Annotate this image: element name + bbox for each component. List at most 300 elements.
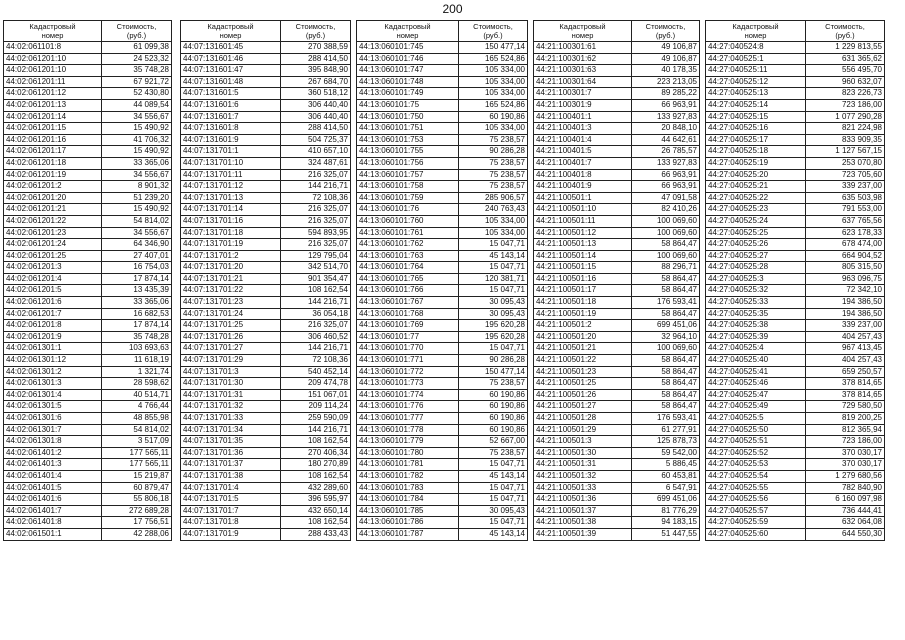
header-cost-line: (руб.) <box>126 31 147 40</box>
table-row <box>181 111 351 123</box>
cadastral-number: 44:27:040525:18 <box>706 146 806 158</box>
cadastral-number: 44:13:060101:782 <box>357 470 459 482</box>
cost-value: 75 238,57 <box>459 169 528 181</box>
cost-value: 58 864,47 <box>632 366 700 378</box>
cadastral-number: 44:07:131701:5 <box>181 494 281 506</box>
cost-value: 8 901,32 <box>102 181 172 193</box>
cost-value: 45 143,14 <box>459 528 528 540</box>
table-row <box>4 42 172 54</box>
table-row <box>706 320 885 332</box>
cadastral-number: 44:27:040525:59 <box>706 517 806 529</box>
cost-value: 15 047,71 <box>459 517 528 529</box>
table-row <box>181 413 351 425</box>
table-row <box>534 436 700 448</box>
cadastral-number: 44:13:060101:751 <box>357 123 459 135</box>
cadastral-number: 44:07:131701:26 <box>181 331 281 343</box>
cost-value: 150 477,14 <box>459 366 528 378</box>
cadastral-number: 44:21:100501:33 <box>534 482 632 494</box>
cost-value: 378 814,65 <box>806 378 885 390</box>
cost-value: 45 143,14 <box>459 250 528 262</box>
cost-value: 61 277,91 <box>632 424 700 436</box>
table-row <box>706 99 885 111</box>
table-row <box>357 413 528 425</box>
table-row <box>357 505 528 517</box>
header-cadastral-number-line: номер <box>571 31 594 40</box>
cost-value: 49 106,87 <box>632 53 700 65</box>
table-row <box>706 494 885 506</box>
cost-value: 60 190,86 <box>459 401 528 413</box>
table-row <box>534 320 700 332</box>
table-row <box>4 204 172 216</box>
cost-value: 61 099,38 <box>102 42 172 54</box>
cadastral-number: 44:13:060101:764 <box>357 262 459 274</box>
cadastral-number: 44:21:100501:20 <box>534 331 632 343</box>
table-row <box>706 76 885 88</box>
cadastral-number: 44:07:131701:23 <box>181 297 281 309</box>
cost-value: 216 325,07 <box>281 215 351 227</box>
cadastral-number: 44:07:131601:7 <box>181 111 281 123</box>
table-row <box>4 297 172 309</box>
table-row <box>534 343 700 355</box>
cost-value: 195 620,28 <box>459 320 528 332</box>
cost-value: 20 848,10 <box>632 123 700 135</box>
cadastral-number: 44:13:060101:77 <box>357 331 459 343</box>
cadastral-number: 44:02:061201:19 <box>4 169 102 181</box>
table-row <box>706 227 885 239</box>
cadastral-number: 44:13:060101:771 <box>357 355 459 367</box>
cadastral-number: 44:13:060101:779 <box>357 436 459 448</box>
table-row <box>4 262 172 274</box>
table-row <box>357 181 528 193</box>
table-row <box>357 169 528 181</box>
table-row <box>4 482 172 494</box>
cadastral-number: 44:07:131601:48 <box>181 76 281 88</box>
cost-value: 105 334,00 <box>459 215 528 227</box>
table-row <box>534 355 700 367</box>
table-row <box>534 494 700 506</box>
table-row <box>357 459 528 471</box>
cadastral-number: 44:02:061301:8 <box>4 436 102 448</box>
header-row <box>357 21 528 42</box>
cost-value: 133 927,83 <box>632 157 700 169</box>
table-row <box>181 123 351 135</box>
cost-value: 782 840,90 <box>806 482 885 494</box>
table-row <box>181 273 351 285</box>
cost-value: 901 354,47 <box>281 273 351 285</box>
cadastral-number: 44:02:061301:5 <box>4 401 102 413</box>
cadastral-number: 44:02:061201:20 <box>4 192 102 204</box>
cost-value: 150 477,14 <box>459 42 528 54</box>
table-row <box>181 53 351 65</box>
cadastral-number: 44:21:100501:14 <box>534 250 632 262</box>
cost-value: 209 474,78 <box>281 378 351 390</box>
cost-value: 270 388,59 <box>281 42 351 54</box>
table-row <box>4 424 172 436</box>
table-row <box>181 355 351 367</box>
cost-value: 664 904,52 <box>806 250 885 262</box>
cadastral-table-5 <box>705 20 885 541</box>
table-row <box>706 111 885 123</box>
cadastral-number: 44:21:100501:10 <box>534 204 632 216</box>
cadastral-number: 44:02:061201:23 <box>4 227 102 239</box>
cost-value: 75 238,57 <box>459 447 528 459</box>
cadastral-number: 44:13:060101:769 <box>357 320 459 332</box>
table-row <box>357 378 528 390</box>
cost-value: 100 069,60 <box>632 215 700 227</box>
cadastral-number: 44:02:061201:10 <box>4 65 102 77</box>
cadastral-number: 44:21:100501:22 <box>534 355 632 367</box>
cadastral-number: 44:13:060101:746 <box>357 53 459 65</box>
cost-value: 58 864,47 <box>632 378 700 390</box>
cadastral-number: 44:07:131701:31 <box>181 389 281 401</box>
cost-value: 791 553,00 <box>806 204 885 216</box>
cost-value: 45 143,14 <box>459 470 528 482</box>
cost-value: 963 096,75 <box>806 273 885 285</box>
table-row <box>181 99 351 111</box>
cost-value: 395 848,90 <box>281 65 351 77</box>
cost-value: 105 334,00 <box>459 65 528 77</box>
table-row <box>181 262 351 274</box>
cadastral-number: 44:07:131701:29 <box>181 355 281 367</box>
cadastral-number: 44:13:060101:76 <box>357 204 459 216</box>
cadastral-number: 44:21:100401:9 <box>534 181 632 193</box>
cost-value: 177 565,11 <box>102 459 172 471</box>
cost-value: 288 414,50 <box>281 123 351 135</box>
table-row <box>4 215 172 227</box>
cost-value: 54 814,02 <box>102 424 172 436</box>
table-row <box>4 378 172 390</box>
header-cost-line: Стоимость, <box>825 22 865 31</box>
cost-value: 699 451,06 <box>632 320 700 332</box>
table-row <box>357 42 528 54</box>
cost-value: 15 047,71 <box>459 343 528 355</box>
cadastral-number: 44:21:100501:32 <box>534 470 632 482</box>
cost-value: 90 286,28 <box>459 355 528 367</box>
cadastral-number: 44:27:040525:56 <box>706 494 806 506</box>
table-row <box>534 297 700 309</box>
cadastral-number: 44:21:100501:23 <box>534 366 632 378</box>
header-cadastral-number <box>534 21 632 42</box>
cost-value: 58 864,47 <box>632 355 700 367</box>
table-row <box>357 285 528 297</box>
cadastral-number: 44:21:100501:21 <box>534 343 632 355</box>
cost-value: 432 289,60 <box>281 482 351 494</box>
table-row <box>181 181 351 193</box>
cadastral-number: 44:13:060101:745 <box>357 42 459 54</box>
table-row <box>4 157 172 169</box>
cost-value: 36 054,18 <box>281 308 351 320</box>
table-row <box>534 65 700 77</box>
cadastral-number: 44:27:040525:23 <box>706 204 806 216</box>
table-row <box>534 470 700 482</box>
cost-value: 1 229 813,55 <box>806 42 885 54</box>
cost-value: 120 381,71 <box>459 273 528 285</box>
cadastral-number: 44:02:061201:5 <box>4 285 102 297</box>
cadastral-number: 44:27:040525:5 <box>706 413 806 425</box>
cost-value: 58 864,47 <box>632 239 700 251</box>
table-row <box>181 505 351 517</box>
table-row <box>357 239 528 251</box>
table-row <box>181 517 351 529</box>
cadastral-number: 44:02:061401:4 <box>4 470 102 482</box>
cost-value: 165 524,86 <box>459 53 528 65</box>
cadastral-number: 44:07:131601:46 <box>181 53 281 65</box>
cadastral-number: 44:21:100401:3 <box>534 123 632 135</box>
table-row <box>181 436 351 448</box>
cost-value: 540 452,14 <box>281 366 351 378</box>
cadastral-number: 44:02:061201:16 <box>4 134 102 146</box>
cost-value: 47 091,58 <box>632 192 700 204</box>
cost-value: 15 490,92 <box>102 123 172 135</box>
cost-value: 16 682,53 <box>102 308 172 320</box>
cadastral-number: 44:27:040525:13 <box>706 88 806 100</box>
table-row <box>706 517 885 529</box>
cost-value: 151 067,01 <box>281 389 351 401</box>
cost-value: 27 407,01 <box>102 250 172 262</box>
cost-value: 723 186,00 <box>806 99 885 111</box>
table-row <box>181 343 351 355</box>
cost-value: 75 238,57 <box>459 157 528 169</box>
table-row <box>357 53 528 65</box>
cost-value: 67 921,72 <box>102 76 172 88</box>
cadastral-number: 44:21:100501:13 <box>534 239 632 251</box>
cadastral-number: 44:27:040525:41 <box>706 366 806 378</box>
cadastral-number: 44:27:040524:8 <box>706 42 806 54</box>
table-row <box>706 459 885 471</box>
cadastral-number: 44:02:061201:7 <box>4 308 102 320</box>
table-row <box>706 366 885 378</box>
cadastral-number: 44:02:061201:18 <box>4 157 102 169</box>
table-row <box>357 273 528 285</box>
table-row <box>706 169 885 181</box>
cost-value: 105 334,00 <box>459 76 528 88</box>
cadastral-number: 44:13:060101:753 <box>357 134 459 146</box>
cost-value: 55 806,18 <box>102 494 172 506</box>
table-row <box>357 517 528 529</box>
table-row <box>4 146 172 158</box>
table-row <box>534 42 700 54</box>
table-row <box>357 99 528 111</box>
cost-value: 194 386,50 <box>806 308 885 320</box>
cost-value: 339 237,00 <box>806 320 885 332</box>
table-row <box>181 528 351 540</box>
cadastral-number: 44:21:100501:2 <box>534 320 632 332</box>
cadastral-number: 44:21:100301:61 <box>534 42 632 54</box>
cadastral-number: 44:21:100401:8 <box>534 169 632 181</box>
cost-value: 15 047,71 <box>459 239 528 251</box>
cadastral-number: 44:21:100401:7 <box>534 157 632 169</box>
cadastral-number: 44:27:040525:39 <box>706 331 806 343</box>
table-row <box>357 227 528 239</box>
cadastral-number: 44:21:100501:3 <box>534 436 632 448</box>
cost-value: 833 909,35 <box>806 134 885 146</box>
cost-value: 60 879,47 <box>102 482 172 494</box>
cost-value: 678 474,00 <box>806 239 885 251</box>
cadastral-number: 44:02:061201:4 <box>4 273 102 285</box>
cost-value: 15 490,92 <box>102 146 172 158</box>
cost-value: 75 238,57 <box>459 378 528 390</box>
cadastral-number: 44:07:131701:25 <box>181 320 281 332</box>
cadastral-number: 44:13:060101:770 <box>357 343 459 355</box>
cost-value: 15 047,71 <box>459 285 528 297</box>
cost-value: 180 270,89 <box>281 459 351 471</box>
cost-value: 819 200,25 <box>806 413 885 425</box>
table-row <box>4 285 172 297</box>
table-row <box>534 215 700 227</box>
cadastral-number: 44:07:131701:4 <box>181 482 281 494</box>
table-row <box>706 65 885 77</box>
table-row <box>357 331 528 343</box>
cost-value: 58 864,47 <box>632 401 700 413</box>
table-row <box>534 169 700 181</box>
cost-value: 60 190,86 <box>459 413 528 425</box>
header-row <box>534 21 700 42</box>
cost-value: 176 593,41 <box>632 413 700 425</box>
cadastral-number: 44:27:040525:12 <box>706 76 806 88</box>
cost-value: 637 765,56 <box>806 215 885 227</box>
cadastral-number: 44:07:131701:1 <box>181 146 281 158</box>
cost-value: 723 186,00 <box>806 436 885 448</box>
cost-value: 144 216,71 <box>281 424 351 436</box>
cadastral-number: 44:02:061201:8 <box>4 320 102 332</box>
cost-value: 60 190,86 <box>459 111 528 123</box>
table-row <box>357 88 528 100</box>
cadastral-number: 44:02:061201:14 <box>4 111 102 123</box>
cadastral-number: 44:21:100501:11 <box>534 215 632 227</box>
cadastral-number: 44:13:060101:784 <box>357 494 459 506</box>
cadastral-number: 44:21:100401:4 <box>534 134 632 146</box>
table-row <box>4 134 172 146</box>
cadastral-number: 44:27:040525:35 <box>706 308 806 320</box>
cost-value: 44 642,61 <box>632 134 700 146</box>
cost-value: 94 183,15 <box>632 517 700 529</box>
cadastral-number: 44:21:100501:29 <box>534 424 632 436</box>
cadastral-number: 44:13:060101:762 <box>357 239 459 251</box>
cadastral-number: 44:27:040525:53 <box>706 459 806 471</box>
cadastral-number: 44:21:100301:62 <box>534 53 632 65</box>
cadastral-number: 44:07:131701:16 <box>181 215 281 227</box>
cadastral-number: 44:21:100501:38 <box>534 517 632 529</box>
cadastral-number: 44:07:131701:22 <box>181 285 281 297</box>
table-row <box>357 436 528 448</box>
cost-value: 594 893,95 <box>281 227 351 239</box>
cadastral-number: 44:02:061301:2 <box>4 366 102 378</box>
cadastral-number: 44:07:131701:37 <box>181 459 281 471</box>
table-row <box>706 146 885 158</box>
cost-value: 216 325,07 <box>281 320 351 332</box>
table-row <box>706 308 885 320</box>
cost-value: 105 334,00 <box>459 88 528 100</box>
cost-value: 216 325,07 <box>281 204 351 216</box>
cadastral-number: 44:07:131701:10 <box>181 157 281 169</box>
table-row <box>4 169 172 181</box>
cadastral-number: 44:27:040525:50 <box>706 424 806 436</box>
cost-value: 108 162,54 <box>281 517 351 529</box>
cadastral-number: 44:13:060101:755 <box>357 146 459 158</box>
cost-value: 72 108,36 <box>281 355 351 367</box>
cost-value: 72 342,10 <box>806 285 885 297</box>
table-row <box>4 366 172 378</box>
cadastral-number: 44:27:040525:3 <box>706 273 806 285</box>
table-row <box>534 262 700 274</box>
cadastral-number: 44:07:131701:3 <box>181 366 281 378</box>
table-row <box>706 424 885 436</box>
table-row <box>357 157 528 169</box>
cadastral-number: 44:13:060101:763 <box>357 250 459 262</box>
cadastral-number: 44:21:100501:36 <box>534 494 632 506</box>
table-row <box>4 181 172 193</box>
table-row <box>357 401 528 413</box>
cadastral-number: 44:13:060101:750 <box>357 111 459 123</box>
cadastral-number: 44:27:040525:49 <box>706 401 806 413</box>
header-cost-line: (руб.) <box>655 31 676 40</box>
cadastral-number: 44:27:040525:47 <box>706 389 806 401</box>
cost-value: 17 874,14 <box>102 320 172 332</box>
cost-value: 129 795,04 <box>281 250 351 262</box>
cost-value: 54 814,02 <box>102 215 172 227</box>
table-row <box>4 308 172 320</box>
cadastral-number: 44:21:100501:39 <box>534 528 632 540</box>
table-row <box>181 239 351 251</box>
table-row <box>181 459 351 471</box>
cadastral-number: 44:07:131701:32 <box>181 401 281 413</box>
cadastral-number: 44:07:131601:45 <box>181 42 281 54</box>
cadastral-number: 44:07:131701:34 <box>181 424 281 436</box>
cadastral-number: 44:13:060101:761 <box>357 227 459 239</box>
cost-value: 823 226,73 <box>806 88 885 100</box>
table-row <box>706 181 885 193</box>
table-row <box>4 494 172 506</box>
cadastral-number: 44:07:131701:35 <box>181 436 281 448</box>
table-row <box>4 53 172 65</box>
cost-value: 396 595,97 <box>281 494 351 506</box>
cadastral-number: 44:13:060101:767 <box>357 297 459 309</box>
cost-value: 60 190,86 <box>459 389 528 401</box>
cost-value: 253 070,80 <box>806 157 885 169</box>
table-row <box>357 297 528 309</box>
table-row <box>357 366 528 378</box>
cadastral-table-4 <box>533 20 700 541</box>
cadastral-number: 44:07:131701:9 <box>181 528 281 540</box>
cost-value: 15 047,71 <box>459 482 528 494</box>
cadastral-number: 44:07:131601:6 <box>181 99 281 111</box>
cadastral-number: 44:27:040525:55 <box>706 482 806 494</box>
cadastral-number: 44:27:040525:60 <box>706 528 806 540</box>
table-row <box>357 447 528 459</box>
cost-value: 15 490,92 <box>102 204 172 216</box>
header-cadastral-number-line: номер <box>219 31 242 40</box>
table-row <box>4 413 172 425</box>
cost-value: 370 030,17 <box>806 447 885 459</box>
page-number: 200 <box>442 2 463 16</box>
cadastral-number: 44:07:131701:2 <box>181 250 281 262</box>
header-cadastral-number <box>181 21 281 42</box>
cost-value: 32 964,10 <box>632 331 700 343</box>
cadastral-number: 44:13:060101:766 <box>357 285 459 297</box>
cost-value: 812 365,94 <box>806 424 885 436</box>
cadastral-number: 44:27:040525:33 <box>706 297 806 309</box>
header-cost-line: Стоимость, <box>645 22 686 31</box>
table-row <box>357 192 528 204</box>
cost-value: 100 069,60 <box>632 250 700 262</box>
cadastral-number: 44:02:061301:6 <box>4 413 102 425</box>
table-row <box>706 42 885 54</box>
table-row <box>181 192 351 204</box>
cost-value: 16 754,03 <box>102 262 172 274</box>
cadastral-number: 44:07:131701:36 <box>181 447 281 459</box>
header-cadastral-number-line: Кадастровый <box>559 22 606 31</box>
table-row <box>181 297 351 309</box>
